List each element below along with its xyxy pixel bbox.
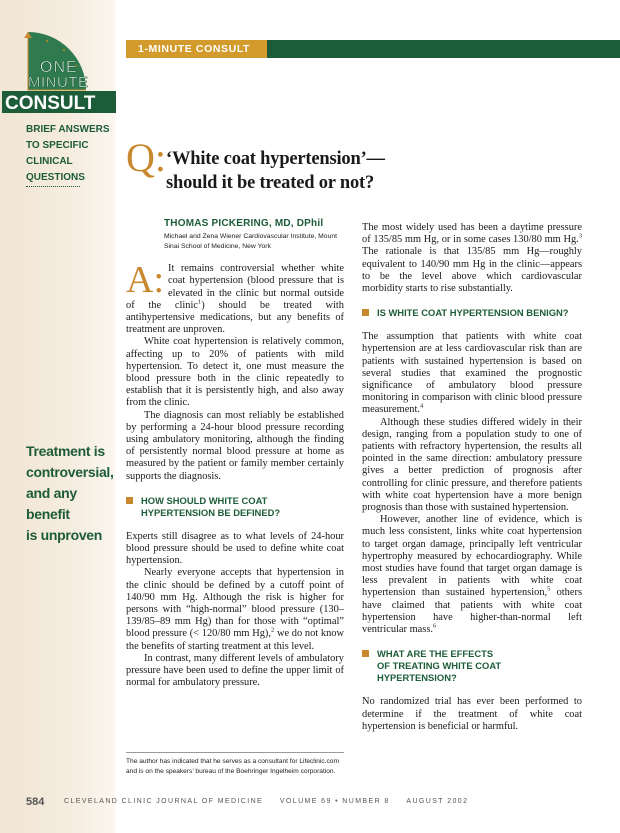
body-paragraph: The diagnosis can most reliably be established by performing a 24-hour blood pressure recording using ambulatory monitoring, although the finding of persistently normal blood pressure at home as measured by the patient or family member certainly supports the diagnosis. bbox=[126, 409, 344, 482]
tagline-divider bbox=[26, 186, 80, 187]
footnote-divider bbox=[126, 752, 344, 753]
page-number: 584 bbox=[26, 796, 45, 808]
body-paragraph: White coat hypertension is relatively common, affecting up to 20% of patients with mild hypertension. To detect it, one must measure the blood pressure both in the clinic repeatedly to establish that it is persistently high, and also away from the clinic. bbox=[126, 336, 344, 409]
question-mark-label: Q: bbox=[126, 135, 166, 180]
author-affiliation: Michael and Zena Wiener Cardiovascular Institute, Mount Sinai School of Medicine, New York bbox=[164, 233, 338, 250]
author-disclosure-footnote: The author has indicated that he serves as a consultant for Lifeclinic.com and is on the speakers’ bureau of the Boehringer Ingelheim corporation. bbox=[126, 758, 339, 775]
body-paragraph: The most widely used has been a daytime pressure of 135/85 mm Hg, or in some cases 130/80 mm Hg.$^3$ The rationale is that 135/85 mm Hg—roughly equivalent to 140/90 mm Hg in the clinic—appears to be the level above which cardiovascular morbidity starts to rise substantially. bbox=[362, 222, 582, 295]
logo-line-one: ONE bbox=[40, 59, 78, 76]
body-paragraph: No randomized trial has ever been performed to determine if the treatment of white coat hypertension is beneficial or harmful. bbox=[362, 696, 582, 732]
one-minute-consult-logo bbox=[0, 28, 118, 120]
logo-line-consult: CONSULT bbox=[5, 93, 96, 114]
body-paragraph: However, another line of evidence, which is much less consistent, links white coat hypertension to target organ damage, principally left ventricular hypertrophy measured by echocardiography. While most studies have found that target organ damage is less prevalent in patients with white coat hypertension than sustained hypertension,$^5$ others have claimed that patients with white coat hypertension have higher-than-normal left ventricular mass.$^6$ bbox=[362, 514, 582, 636]
brief-answers-tagline: BRIEF ANSWERS TO SPECIFIC CLINICAL QUESTIONS bbox=[26, 124, 110, 183]
body-paragraph: Although these studies differed widely in their design, ranging from a population study to one of patients with refractory hypertension, the results all pointed in the same direction: ambulatory pressure gives a better prediction of prognosis after controlling for clinic pressure, and therefore patients with white coat hypertension have a more benign prognosis than those with sustained hypertension. bbox=[362, 416, 582, 514]
journal-footer: CLEVELAND CLINIC JOURNAL OF MEDICINE VOLUME 69 • NUMBER 8 AUGUST 2002 bbox=[64, 798, 469, 805]
square-bullet-icon bbox=[126, 497, 133, 504]
square-bullet-icon bbox=[362, 309, 369, 316]
author-name: THOMAS PICKERING, MD, DPhil bbox=[164, 218, 324, 229]
square-bullet-icon bbox=[362, 650, 369, 657]
section-label: 1-MINUTE CONSULT bbox=[126, 40, 267, 58]
body-paragraph: The assumption that patients with white coat hypertension are at less cardiovascular risk than are patients with sustained hypertension is based on several studies that examined the prognostic significance of ambulatory blood pressure monitoring in comparison with clinic blood pressure measurement.$^4$ bbox=[362, 331, 582, 416]
pull-quote: Treatment is controversial, and any benefit is unproven bbox=[26, 443, 114, 543]
body-paragraph: Experts still disagree as to what levels of 24-hour blood pressure should be used to define white coat hypertension. bbox=[126, 530, 344, 567]
left-column bbox=[126, 218, 344, 690]
section-heading: HOW SHOULD WHITE COAT HYPERTENSION BE DEFINED? bbox=[126, 495, 344, 519]
logo-line-minute: MINUTE bbox=[28, 74, 89, 91]
body-paragraph: In contrast, many different levels of ambulatory pressure have been used to define the upper limit of normal for ambulatory pressure. bbox=[126, 652, 344, 689]
article-title: ‘White coat hypertension’— should it be treated or not? bbox=[166, 149, 385, 193]
answer-mark-label: A: bbox=[126, 259, 164, 302]
answer-paragraph: A: It remains controversial whether white coat hypertension (blood pressure that is elevated in the clinic but normal outside of the clinic$^1$) should be treated with antihypertensive medications, but any benefits of treatment are unproven. bbox=[126, 259, 345, 336]
section-heading: WHAT ARE THE EFFECTS OF TREATING WHITE COAT HYPERTENSION? bbox=[362, 648, 582, 684]
body-paragraph: Nearly everyone accepts that hypertension in the clinic should be defined by a cutoff point of 140/90 mm Hg. Although the risk is higher for persons with “high-normal” blood pressure (130–139/85–89 mm Hg) than for those with “optimal” blood pressure (< 120/80 mm Hg),$^2$ we do not know the benefits of starting treatment at this level. bbox=[126, 567, 345, 652]
section-heading: IS WHITE COAT HYPERTENSION BENIGN? bbox=[362, 307, 582, 319]
right-column bbox=[362, 222, 582, 733]
section-header-bar bbox=[126, 40, 620, 58]
